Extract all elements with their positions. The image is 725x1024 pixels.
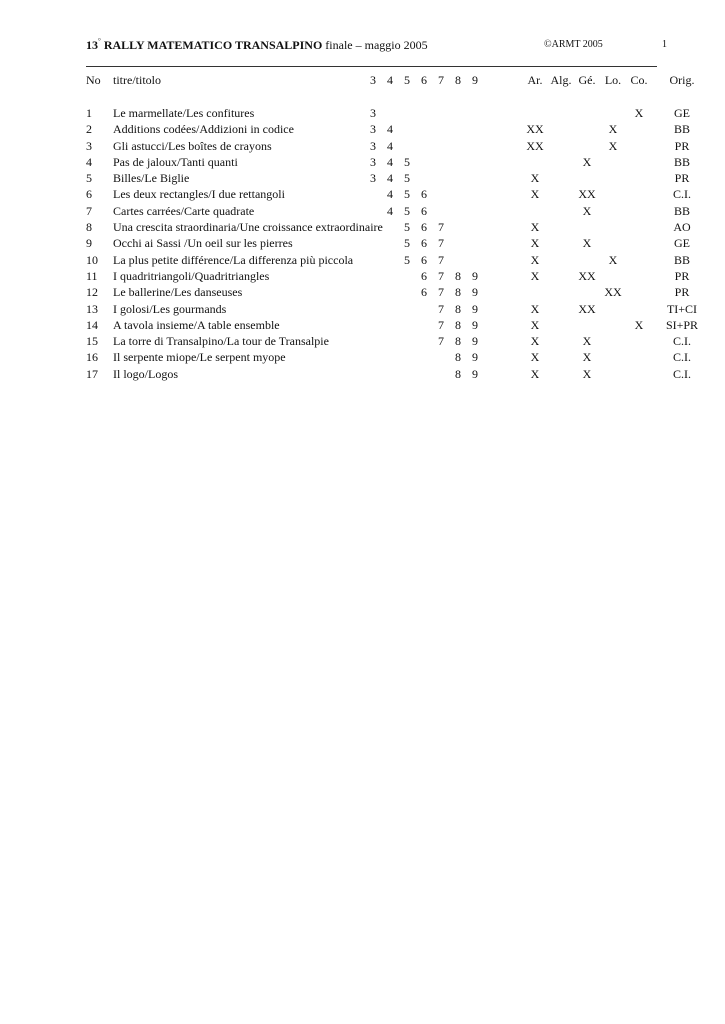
row-level-7: 7	[438, 301, 444, 316]
row-level-4: 4	[387, 187, 393, 202]
row-title: Le ballerine/Les danseuses	[113, 285, 243, 300]
row-ar-mark: XX	[526, 122, 544, 137]
row-ge-mark: X	[582, 236, 592, 251]
table-row	[0, 349, 725, 365]
row-ge-mark: XX	[578, 301, 596, 316]
row-lo-mark: X	[608, 122, 618, 137]
row-title: A tavola insieme/A table ensemble	[113, 317, 280, 332]
row-level-7: 7	[438, 252, 444, 267]
row-ge-mark: X	[582, 350, 592, 365]
table-header-row	[0, 72, 725, 88]
degree-sign: °	[98, 37, 101, 45]
row-level-6: 6	[421, 285, 427, 300]
row-level-3: 3	[370, 138, 376, 153]
row-level-9: 9	[472, 317, 478, 332]
row-level-8: 8	[455, 334, 461, 349]
rally-edition: finale – maggio 2005	[325, 38, 428, 52]
row-ar-mark: X	[530, 236, 540, 251]
row-level-7: 7	[438, 317, 444, 332]
row-title: La torre di Transalpino/La tour de Transalpie	[113, 334, 329, 349]
row-origin: TI+CI	[666, 301, 698, 316]
row-origin: BB	[673, 154, 690, 169]
header-title: titre/titolo	[113, 73, 161, 87]
row-number: 12	[86, 285, 98, 300]
row-level-5: 5	[404, 187, 410, 202]
row-level-4: 4	[387, 154, 393, 169]
row-level-3: 3	[370, 122, 376, 137]
header-level-9: 9	[472, 73, 478, 87]
row-ge-mark: X	[582, 203, 592, 218]
row-number: 10	[86, 252, 98, 267]
row-level-8: 8	[455, 317, 461, 332]
row-origin: BB	[673, 203, 690, 218]
row-level-7: 7	[438, 285, 444, 300]
row-level-4: 4	[387, 203, 393, 218]
row-level-9: 9	[472, 285, 478, 300]
row-origin: PR	[674, 171, 690, 186]
row-ar-mark: XX	[526, 138, 544, 153]
row-level-6: 6	[421, 187, 427, 202]
table-row	[0, 301, 725, 317]
row-title: I quadritriangoli/Quadritriangles	[113, 268, 270, 283]
copyright-notice: ©ARMT 2005	[544, 39, 603, 50]
row-origin: AO	[673, 220, 691, 235]
table-row	[0, 333, 725, 349]
row-level-9: 9	[472, 350, 478, 365]
table-row	[0, 317, 725, 333]
page-number: 1	[662, 39, 667, 50]
row-ge-mark: X	[582, 154, 592, 169]
row-number: 7	[86, 203, 92, 218]
row-number: 9	[86, 236, 92, 251]
row-title: Cartes carrées/Carte quadrate	[113, 203, 255, 218]
row-level-5: 5	[404, 171, 410, 186]
row-level-9: 9	[472, 301, 478, 316]
row-level-8: 8	[455, 301, 461, 316]
table-row	[0, 252, 725, 268]
row-ar-mark: X	[530, 268, 540, 283]
row-level-9: 9	[472, 334, 478, 349]
row-level-8: 8	[455, 285, 461, 300]
header-orig: Orig.	[669, 73, 695, 87]
header-ar: Ar.	[527, 73, 543, 87]
row-title: Occhi ai Sassi /Un oeil sur les pierres	[113, 236, 293, 251]
header-co: Co.	[630, 73, 648, 87]
row-title: Il serpente miope/Le serpent myope	[113, 350, 286, 365]
row-origin: GE	[674, 106, 690, 120]
header-alg: Alg.	[550, 73, 572, 87]
row-lo-mark: XX	[604, 285, 622, 300]
row-ge-mark: X	[582, 334, 592, 349]
row-level-9: 9	[472, 366, 478, 381]
row-level-9: 9	[472, 268, 478, 283]
table-row	[0, 284, 725, 300]
row-number: 2	[86, 122, 92, 137]
row-origin: GE	[674, 236, 690, 251]
row-origin: C.I.	[673, 350, 691, 365]
row-level-7: 7	[438, 334, 444, 349]
row-title: La plus petite différence/La differenza più piccola	[113, 252, 354, 267]
row-level-8: 8	[455, 350, 461, 365]
row-origin: C.I.	[673, 187, 691, 202]
header-level-8: 8	[455, 73, 461, 87]
row-title: Les deux rectangles/I due rettangoli	[113, 187, 285, 202]
row-ar-mark: X	[530, 220, 540, 235]
table-row	[0, 154, 725, 170]
row-number: 11	[86, 268, 98, 283]
row-number: 15	[86, 334, 98, 349]
row-level-5: 5	[404, 236, 410, 251]
row-title: Il logo/Logos	[113, 366, 178, 381]
row-ar-mark: X	[530, 350, 540, 365]
row-level-6: 6	[421, 268, 427, 283]
row-ar-mark: X	[530, 252, 540, 267]
table-row	[0, 121, 725, 137]
row-origin: C.I.	[673, 334, 691, 349]
table-row	[0, 138, 725, 154]
table-row	[0, 235, 725, 251]
row-level-5: 5	[404, 203, 410, 218]
header-lo: Lo.	[604, 73, 622, 87]
row-title: Le marmellate/Les confitures	[113, 106, 255, 120]
row-level-7: 7	[438, 236, 444, 251]
row-level-7: 7	[438, 220, 444, 235]
row-title: Additions codées/Addizioni in codice	[113, 122, 294, 137]
row-title: I golosi/Les gourmands	[113, 301, 227, 316]
row-level-4: 4	[387, 171, 393, 186]
row-title: Una crescita straordinaria/Une croissance extraordinaire	[113, 220, 383, 235]
row-level-5: 5	[404, 220, 410, 235]
table-row	[0, 203, 725, 219]
table-row	[0, 170, 725, 186]
row-origin: PR	[674, 138, 690, 153]
table-row	[0, 186, 725, 202]
row-level-3: 3	[370, 106, 376, 120]
row-ar-mark: X	[530, 187, 540, 202]
header-level-5: 5	[404, 73, 410, 87]
row-level-8: 8	[455, 366, 461, 381]
table-row	[0, 105, 725, 121]
row-level-6: 6	[421, 236, 427, 251]
row-co-mark: X	[634, 106, 644, 120]
row-lo-mark: X	[608, 252, 618, 267]
row-level-6: 6	[421, 220, 427, 235]
row-ar-mark: X	[530, 317, 540, 332]
row-level-8: 8	[455, 268, 461, 283]
row-level-5: 5	[404, 252, 410, 267]
row-title: Billes/Le Biglie	[113, 171, 190, 186]
row-level-5: 5	[404, 154, 410, 169]
row-number: 8	[86, 220, 92, 235]
row-ge-mark: X	[582, 366, 592, 381]
row-level-3: 3	[370, 154, 376, 169]
row-origin: C.I.	[673, 366, 691, 381]
row-ge-mark: XX	[578, 268, 596, 283]
row-ge-mark: XX	[578, 187, 596, 202]
row-ar-mark: X	[530, 301, 540, 316]
rally-name: RALLY MATEMATICO TRANSALPINO	[103, 38, 323, 52]
row-origin: PR	[674, 285, 690, 300]
row-origin: SI+PR	[665, 317, 699, 332]
header-level-7: 7	[438, 73, 444, 87]
row-co-mark: X	[634, 317, 644, 332]
header-level-6: 6	[421, 73, 427, 87]
row-number: 4	[86, 154, 92, 169]
header-divider	[86, 66, 657, 67]
table-row	[0, 268, 725, 284]
rally-number: 13	[86, 38, 98, 52]
row-ar-mark: X	[530, 334, 540, 349]
row-number: 16	[86, 350, 98, 365]
row-title: Pas de jaloux/Tanti quanti	[113, 154, 238, 169]
row-level-3: 3	[370, 171, 376, 186]
row-number: 13	[86, 301, 98, 316]
row-origin: BB	[673, 252, 690, 267]
row-origin: BB	[673, 122, 690, 137]
row-number: 3	[86, 138, 92, 153]
row-level-7: 7	[438, 268, 444, 283]
row-ar-mark: X	[530, 366, 540, 381]
header-no: No	[86, 73, 101, 87]
row-origin: PR	[674, 268, 690, 283]
row-ar-mark: X	[530, 171, 540, 186]
header-level-4: 4	[387, 73, 393, 87]
table-row	[0, 366, 725, 382]
row-number: 14	[86, 317, 98, 332]
row-number: 5	[86, 171, 92, 186]
header-level-3: 3	[370, 73, 376, 87]
row-number: 1	[86, 106, 92, 120]
row-title: Gli astucci/Les boîtes de crayons	[113, 138, 272, 153]
row-level-6: 6	[421, 203, 427, 218]
document-header-title	[86, 37, 428, 53]
row-number: 17	[86, 366, 98, 381]
row-level-6: 6	[421, 252, 427, 267]
problems-table	[0, 72, 725, 382]
row-lo-mark: X	[608, 138, 618, 153]
row-level-4: 4	[387, 122, 393, 137]
table-row	[0, 219, 725, 235]
row-level-4: 4	[387, 138, 393, 153]
header-ge: Gé.	[578, 73, 596, 87]
row-number: 6	[86, 187, 92, 202]
